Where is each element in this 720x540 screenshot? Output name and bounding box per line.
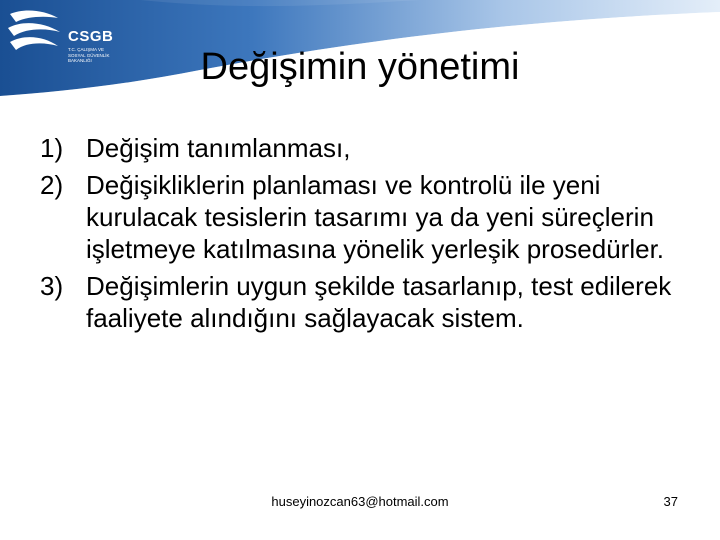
slide-title: Değişimin yönetimi bbox=[200, 46, 520, 88]
list-item bbox=[40, 270, 680, 334]
list-item bbox=[40, 169, 680, 265]
list-item-text: Değişimlerin uygun şekilde tasarlanıp, test edilerek faaliyete alındığını sağlayacak sistem. bbox=[86, 271, 672, 333]
list-item-number: 2) bbox=[40, 170, 64, 200]
logo-text: CSGB bbox=[68, 28, 114, 45]
page-number: 37 bbox=[663, 494, 678, 509]
logo-subtext: T.C. ÇALIŞMA VE SOSYAL GÜVENLİK BAKANLIĞI bbox=[68, 47, 110, 63]
list-item-text: Değişikliklerin planlaması ve kontrolü ile yeni kurulacak tesislerin tasarımı ya da yeni süreçlerin işletmeye katılmasına yönelik yerleşik prosedürler. bbox=[86, 170, 665, 264]
list-item-text: Değişim tanımlanması, bbox=[86, 133, 351, 163]
list-item bbox=[40, 132, 680, 164]
list-item-number: 3) bbox=[40, 271, 64, 301]
list-item-number: 1) bbox=[40, 133, 64, 163]
footer-email: huseyinozcan63@hotmail.com bbox=[271, 494, 449, 509]
slide-content bbox=[40, 132, 680, 339]
